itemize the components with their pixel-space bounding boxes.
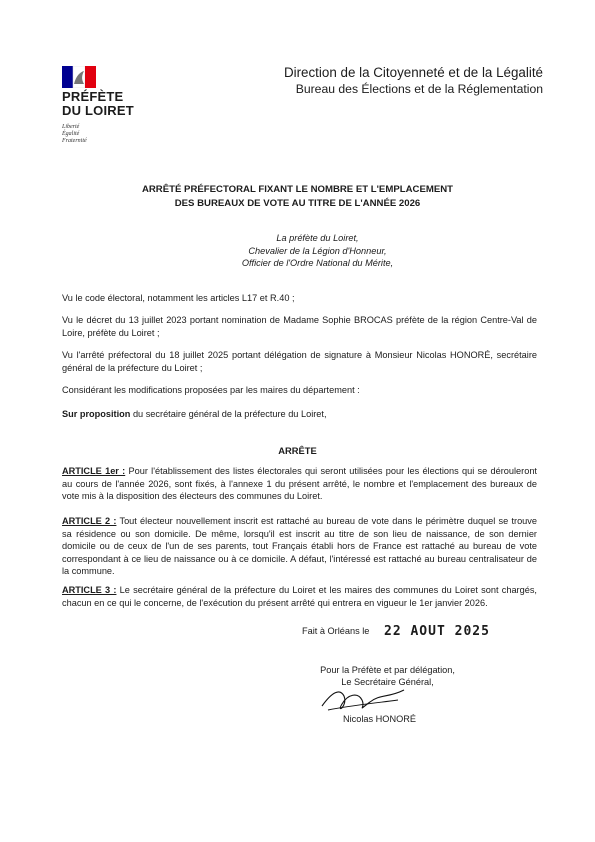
prefect-line-3: Officier de l'Ordre National du Mérite, (241, 258, 394, 268)
visa-arrete: Vu l'arrêté préfectoral du 18 juillet 2025 portant délégation de signature à Monsieur Nicolas HONORÉ, secrétaire général de la préfecture du Loiret ; (62, 350, 537, 373)
bureau-title: Bureau des Élections et de la Réglementation (295, 82, 543, 96)
logo-line-2: DU LOIRET (62, 103, 134, 118)
letterhead (284, 64, 543, 97)
document-title (60, 183, 535, 211)
article-2-label: ARTICLE 2 : (62, 516, 117, 526)
direction-title: Direction de la Citoyenneté et de la Légalité (283, 65, 543, 80)
fait-a: Fait à Orléans le (302, 626, 370, 636)
visa-code-electoral: Vu le code électoral, notamment les articles L17 et R.40 ; (62, 293, 295, 303)
considerant: Considérant les modifications proposées par les maires du département : (62, 385, 360, 395)
motto-liberte: Liberté (62, 124, 80, 130)
logo-text (62, 90, 142, 118)
article-3-label: ARTICLE 3 : (62, 585, 117, 595)
visa-decret: Vu le décret du 13 juillet 2023 portant nomination de Madame Sophie BROCAS préfète de la région Centre-Val de Loire, préfète du Loiret ; (62, 315, 537, 338)
logo-line-1: PRÉFÈTE (62, 89, 124, 104)
article-1 (62, 465, 537, 503)
prefect-block (80, 232, 555, 270)
title-line-2: DES BUREAUX DE VOTE AU TITRE DE L'ANNÉE 2026 (174, 198, 421, 209)
article-1-label: ARTICLE 1er : (62, 466, 126, 476)
marianne-icon (62, 66, 96, 88)
signature-line-1: Pour la Préfète et par délégation, (320, 665, 455, 675)
article-2 (62, 515, 537, 578)
article-1-text: Pour l'établissement des listes électorales qui seront utilisées pour les élections qui se dérouleront au cours de l'année 2026, sont fixés, à l'annexe 1 du présent arrêté, le nombre et l'emplacement des bureaux de vote mis à la disposition des électeurs des communes du Loiret. (62, 466, 537, 501)
prefect-line-1: La préfète du Loiret, (276, 233, 359, 243)
article-3-text: Le secrétaire général de la préfecture du Loiret et les maires des communes du Loiret sont chargés, chacun en ce qui le concerne, de l'exécution du présent arrêté qui entrera en vigueur le 1er janvier 2026. (62, 585, 537, 608)
date-stamp: 22 AOUT 2025 (384, 624, 490, 639)
motto-egalite: Égalité (62, 131, 80, 137)
republic-motto (62, 124, 142, 145)
arrete-heading: ARRÊTE (278, 445, 317, 456)
prefect-line-2: Chevalier de la Légion d'Honneur, (248, 245, 387, 256)
article-2-text: Tout électeur nouvellement inscrit est rattaché au bureau de vote dans le périmètre duquel se trouve sa résidence ou son domicile. De même, lorsqu'il est inscrit au titre de son lieu de naissance, de son dernier domicile ou de ceux de l'un de ses parents, tout Français établi hors de France est rattaché au bureau de vote correspondant à ce lieu de naissance ou à ce domicile. A défaut, l'intéressé est rattaché au bureau centralisateur de la commune. (62, 516, 537, 576)
motto-fraternite: Fraternité (62, 138, 87, 144)
sur-proposition (62, 408, 537, 421)
signature-line-2: Le Secrétaire Général, (341, 677, 434, 687)
signatory-name: Nicolas HONORÉ (343, 714, 417, 724)
article-3 (62, 584, 537, 609)
sur-proposition-text: du secrétaire général de la préfecture du Loiret, (130, 409, 327, 419)
prefecture-logo (62, 66, 142, 145)
sur-proposition-bold: Sur proposition (62, 409, 131, 419)
title-line-1: ARRÊTÉ PRÉFECTORAL FIXANT LE NOMBRE ET L'EMPLACEMENT (141, 184, 454, 195)
handwritten-signature (318, 684, 408, 718)
